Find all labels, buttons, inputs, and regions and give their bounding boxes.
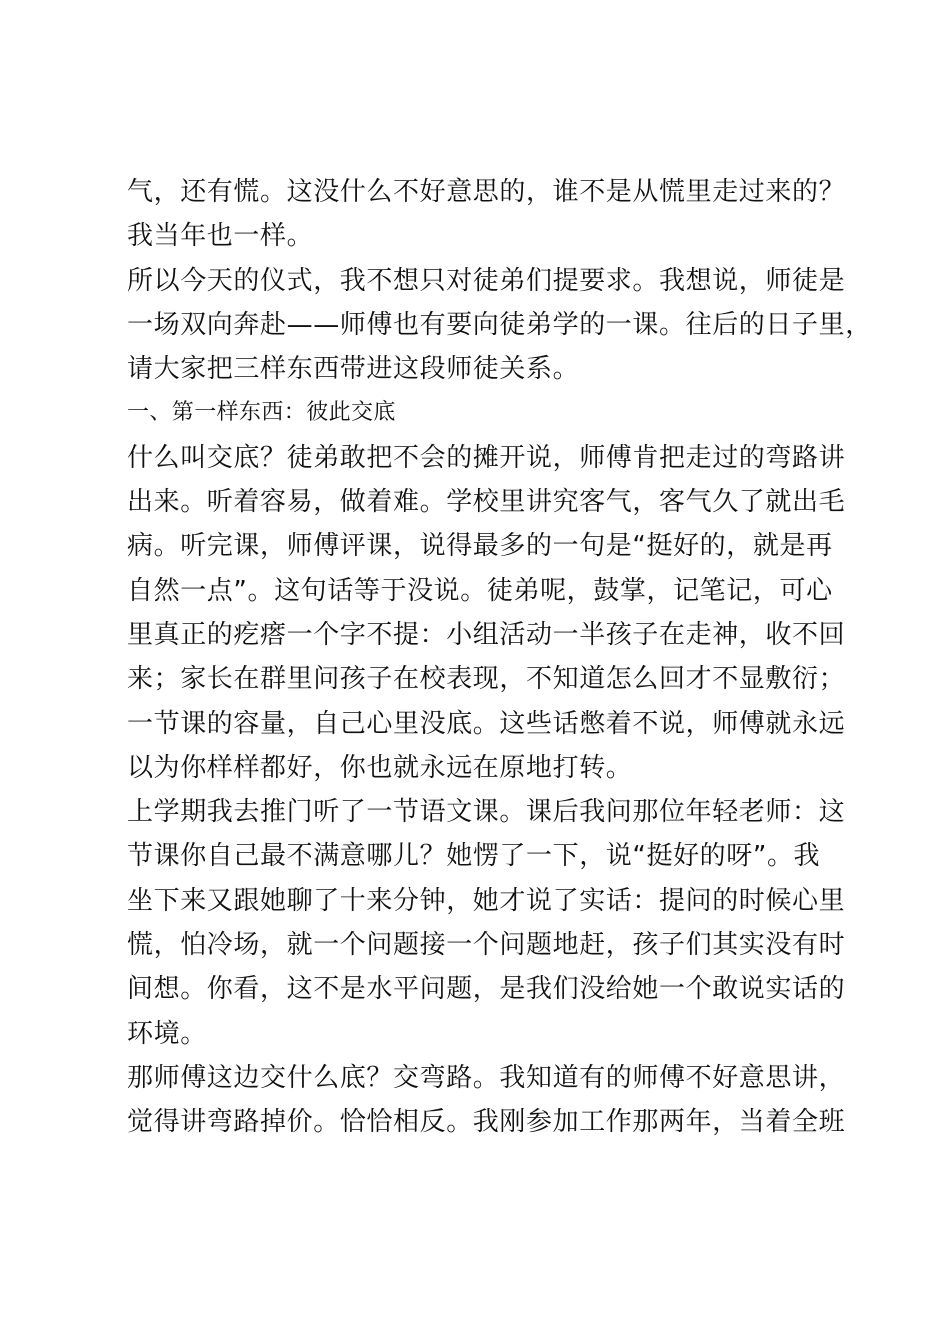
body-text [127, 170, 872, 1145]
text-line: 里真正的疙瘩一个字不提：小组活动一半孩子在走神，收不回 [127, 619, 846, 650]
text-line: 自然一点”。这句话等于没说。徒弟呢，鼓掌，记笔记，可心 [127, 575, 833, 606]
text-line: 一场双向奔赴——师傅也有要向徒弟学的一课。往后的日子里， [127, 309, 872, 340]
text-line: 出来。听着容易，做着难。学校里讲究客气，客气久了就出毛 [127, 487, 846, 518]
text-line: 环境。 [127, 1018, 207, 1049]
text-line: 我当年也一样。 [127, 221, 314, 252]
text-line: 来；家长在群里问孩子在校表现，不知道怎么回才不显敷衍； [127, 664, 846, 695]
text-line: 请大家把三样东西带进这段师徒关系。 [127, 354, 580, 385]
text-line: 什么叫交底？徒弟敢把不会的摊开说，师傅肯把走过的弯路讲 [127, 442, 846, 473]
text-line: 慌，怕冷场，就一个问题接一个问题地赶，孩子们其实没有时 [127, 930, 846, 961]
text-line: 坐下来又跟她聊了十来分钟，她才说了实话：提问的时候心里 [127, 885, 846, 916]
text-line: 所以今天的仪式，我不想只对徒弟们提要求。我想说，师徒是 [127, 265, 846, 296]
text-line: 觉得讲弯路掉价。恰恰相反。我刚参加工作那两年，当着全班 [127, 1107, 846, 1138]
text-line: 上学期我去推门听了一节语文课。课后我问那位年轻老师：这 [127, 797, 846, 828]
text-line: 一节课的容量，自己心里没底。这些话憋着不说，师傅就永远 [127, 708, 846, 739]
text-line: 气，还有慌。这没什么不好意思的，谁不是从慌里走过来的？ [127, 177, 846, 207]
section-heading: 一、第一样东西：彼此交底 [127, 400, 396, 426]
text-line: 节课你自己最不满意哪儿？她愣了一下，说“挺好的呀”。我 [127, 841, 821, 872]
text-line: 以为你样样都好，你也就永远在原地打转。 [127, 752, 633, 783]
text-line: 那师傅这边交什么底？交弯路。我知道有的师傅不好意思讲， [127, 1062, 846, 1093]
text-line: 病。听完课，师傅评课，说得最多的一句是“挺好的，就是再 [127, 531, 833, 562]
text-line: 间想。你看，这不是水平问题，是我们没给她一个敢说实话的 [127, 974, 846, 1005]
